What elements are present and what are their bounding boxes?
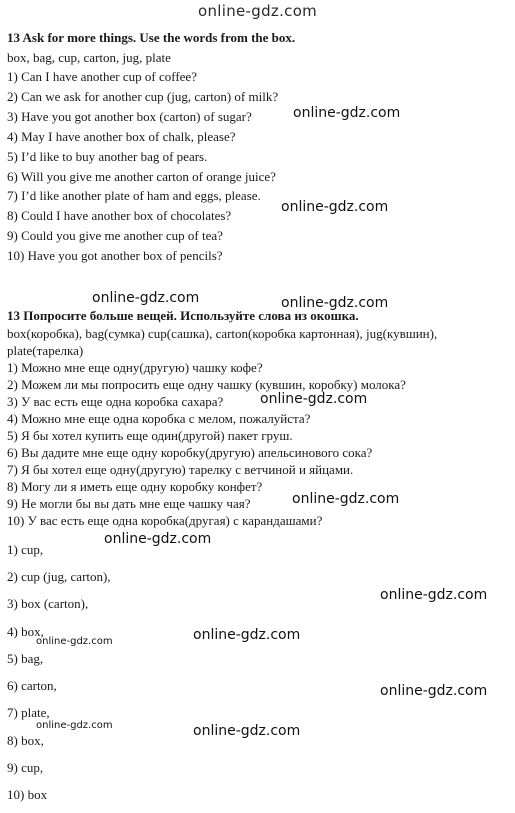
answer-item: 8) box, — [7, 733, 44, 748]
watermark: online-gdz.com — [36, 636, 113, 647]
russian-item: 3) У вас есть еще одна коробка сахара? — [7, 394, 224, 409]
russian-item: 2) Можем ли мы попросить еще одну чашку (кувшин, коробку) молока? — [7, 377, 406, 392]
english-item: 3) Have you got another box (carton) of sugar? — [7, 109, 252, 124]
english-item: 6) Will you give me another carton of orange juice? — [7, 169, 276, 184]
watermark: online-gdz.com — [281, 295, 389, 311]
answer-item: 7) plate, — [7, 705, 50, 720]
russian-item: 10) У вас есть еще одна коробка(другая) с карандашами? — [7, 513, 323, 528]
watermark: online-gdz.com — [36, 720, 113, 731]
answer-item: 3) box (carton), — [7, 596, 89, 611]
english-title: 13 Ask for more things. Use the words from the box. — [7, 30, 296, 45]
answer-item: 2) cup (jug, carton), — [7, 569, 111, 584]
english-item: 9) Could you give me another cup of tea? — [7, 228, 223, 243]
watermark: online-gdz.com — [193, 627, 301, 643]
russian-item: 9) Не могли бы вы дать мне еще чашку чая? — [7, 496, 251, 511]
russian-box-words: box(коробка), bag(сумка) cup(сашка), carton(коробка картонная), jug(кувшин), — [7, 326, 438, 341]
english-item: 4) May I have another box of chalk, please? — [7, 129, 236, 144]
english-item: 7) I’d like another plate of ham and eggs, please. — [7, 188, 261, 203]
russian-item: 8) Могу ли я иметь еще одну коробку конфет? — [7, 479, 263, 494]
russian-title: 13 Попросите больше вещей. Используйте слова из окошка. — [7, 308, 359, 323]
answer-item: 6) carton, — [7, 678, 57, 693]
english-box-words: box, bag, cup, carton, jug, plate — [7, 50, 171, 65]
header-watermark: online-gdz.com — [198, 2, 318, 20]
russian-box-words: plate(тарелка) — [7, 343, 84, 358]
english-item: 8) Could I have another box of chocolates? — [7, 208, 232, 223]
russian-item: 6) Вы дадите мне еще одну коробку(другую) апельсинового сока? — [7, 445, 373, 460]
english-item: 10) Have you got another box of pencils? — [7, 248, 223, 263]
english-item: 1) Can I have another cup of coffee? — [7, 69, 197, 84]
english-item: 5) I’d like to buy another bag of pears. — [7, 149, 208, 164]
russian-item: 4) Можно мне еще одна коробка с мелом, пожалуйста? — [7, 411, 311, 426]
watermark: online-gdz.com — [380, 683, 488, 699]
answer-item: 5) bag, — [7, 651, 44, 666]
watermark: online-gdz.com — [92, 290, 200, 306]
english-item: 2) Can we ask for another cup (jug, carton) of milk? — [7, 89, 279, 104]
watermark: online-gdz.com — [104, 531, 212, 547]
answer-item: 9) cup, — [7, 760, 44, 775]
watermark: online-gdz.com — [281, 199, 389, 215]
russian-item: 1) Можно мне еще одну(другую) чашку кофе? — [7, 360, 263, 375]
answer-item: 4) box, — [7, 624, 44, 639]
watermark: online-gdz.com — [292, 491, 400, 507]
answer-item: 1) cup, — [7, 542, 44, 557]
watermark: online-gdz.com — [260, 391, 368, 407]
russian-item: 5) Я бы хотел купить еще один(другой) пакет груш. — [7, 428, 293, 443]
watermark: online-gdz.com — [193, 723, 301, 739]
russian-item: 7) Я бы хотел еще одну(другую) тарелку с ветчиной и яйцами. — [7, 462, 354, 477]
watermark: online-gdz.com — [293, 105, 401, 121]
answer-item: 10) box — [7, 787, 48, 802]
watermark: online-gdz.com — [380, 587, 488, 603]
